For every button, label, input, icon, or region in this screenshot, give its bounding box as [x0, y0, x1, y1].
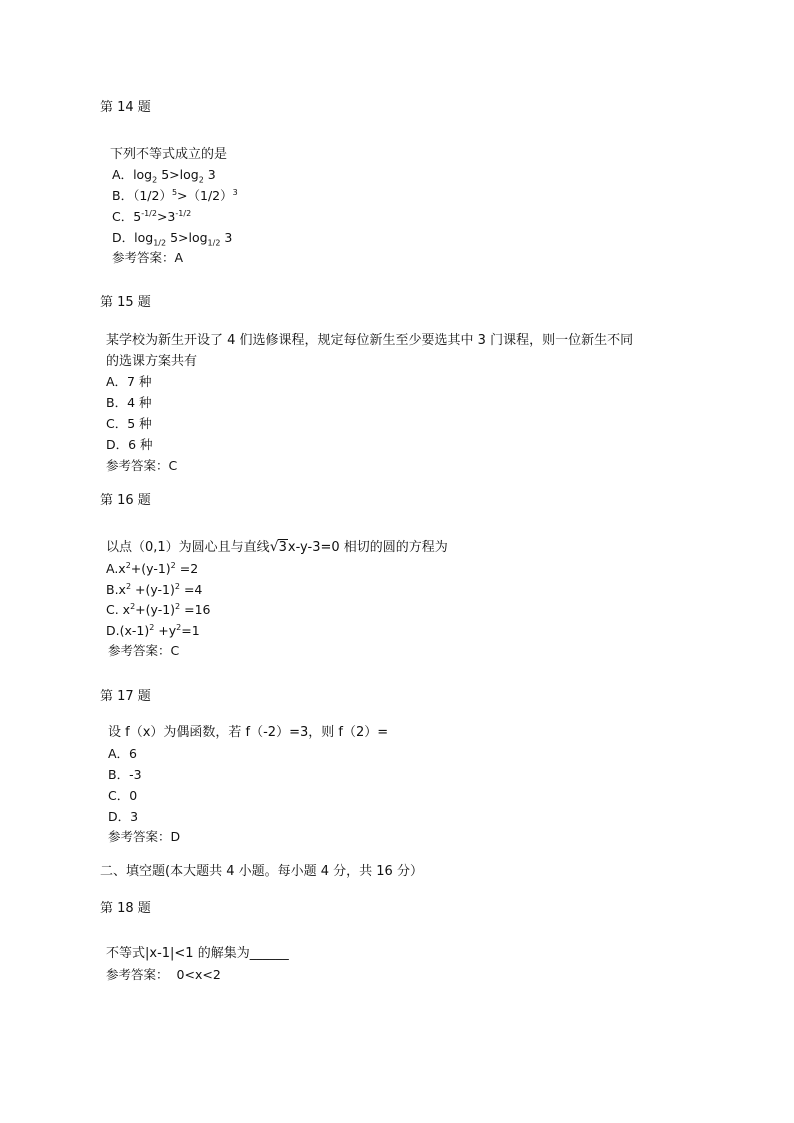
exponent: 2: [149, 622, 155, 632]
question-stem-line-1: 某学校为新生开设了 4 们选修课程，规定每位新生至少要选其中 3 门课程，则一位新生不同: [106, 333, 634, 348]
option-text: （1/2）: [133, 188, 172, 203]
sqrt-icon: √: [269, 539, 279, 555]
option-prefix: D．: [112, 230, 135, 245]
answer: 参考答案：C: [106, 458, 178, 473]
option-d: [106, 622, 200, 640]
exponent: 2: [175, 601, 181, 611]
option-c: [112, 208, 191, 226]
option-prefix: C．: [112, 209, 134, 224]
option-text: 5>log: [161, 167, 199, 182]
log-text: log: [133, 167, 153, 182]
question-title: 第 15 题: [100, 295, 151, 310]
option-text: A.x: [106, 561, 126, 576]
option-text: +(y-1): [130, 561, 171, 576]
log-base: 2: [198, 175, 204, 185]
option-a: [112, 166, 216, 184]
question-title: 第 17 题: [100, 689, 151, 704]
option-text: >（1/2）: [177, 188, 233, 203]
option-text: 3: [207, 167, 216, 182]
option-text: 5>log: [170, 230, 208, 245]
log-base: 1/2: [153, 238, 167, 248]
option-d: D．6 种: [106, 437, 153, 452]
option-text: D.(x-1): [106, 623, 150, 638]
log-base: 1/2: [207, 238, 221, 248]
option-text: B.x: [106, 582, 126, 597]
option-text: >3: [156, 209, 176, 224]
option-text: C. x: [106, 602, 131, 617]
log-base: 2: [152, 175, 158, 185]
option-d: [112, 229, 232, 247]
log-text: log: [134, 230, 154, 245]
exponent: 2: [176, 622, 182, 632]
option-d: D．3: [108, 809, 139, 824]
option-text: =16: [180, 602, 211, 617]
option-a: A．7 种: [106, 374, 152, 389]
option-b: [112, 187, 238, 205]
option-b: [106, 581, 202, 599]
option-a: [106, 560, 198, 578]
answer: 参考答案：D: [108, 829, 181, 844]
question-title: 第 16 题: [100, 493, 151, 508]
stem-text: 以点（0,1）为圆心且与直线: [106, 540, 270, 555]
option-a: A．6: [108, 746, 138, 761]
answer: 参考答案：C: [108, 643, 180, 658]
option-text: +y: [154, 623, 177, 638]
exponent: 2: [125, 581, 132, 591]
question-stem: 不等式|x-1|<1 的解集为______: [106, 946, 289, 961]
answer-label: 参考答案：: [106, 967, 169, 982]
question-stem: 设 f（x）为偶函数，若 f（-2）=3，则 f（2）=: [108, 725, 389, 740]
answer: 参考答案：A: [112, 250, 184, 265]
question-stem: [106, 538, 448, 557]
section-heading: 二、填空题(本大题共 4 小题。每小题 4 分，共 16 分）: [100, 864, 423, 879]
question-title: 第 14 题: [100, 100, 151, 115]
option-c: C．0: [108, 788, 138, 803]
option-b: B．-3: [108, 767, 142, 782]
option-text: +(y-1): [131, 582, 175, 597]
exponent: 2: [125, 560, 131, 570]
option-prefix: B．: [112, 188, 134, 203]
option-b: B．4 种: [106, 395, 152, 410]
answer: [106, 966, 221, 984]
question-title: 第 18 题: [100, 901, 151, 916]
exponent: 2: [174, 581, 180, 591]
sqrt-argument: 3: [278, 540, 287, 555]
sqrt-expression: [270, 538, 288, 557]
exponent: 3: [232, 187, 238, 197]
option-text: =2: [175, 561, 199, 576]
option-c: [106, 601, 211, 619]
question-stem-line-2: 的选课方案共有: [106, 354, 198, 369]
answer-value: 0<x<2: [176, 967, 221, 982]
exponent: 5: [171, 187, 178, 197]
exponent: 2: [130, 601, 136, 611]
option-text: =4: [179, 582, 203, 597]
option-text: +(y-1): [135, 602, 176, 617]
exponent: -1/2: [175, 208, 192, 218]
exponent: 2: [170, 560, 176, 570]
option-text: =1: [181, 623, 200, 638]
question-stem: 下列不等式成立的是: [110, 147, 228, 162]
option-text: 5: [133, 209, 142, 224]
option-prefix: A．: [112, 167, 134, 182]
stem-text: x-y-3=0 相切的圆的方程为: [287, 540, 448, 555]
option-text: 3: [224, 230, 233, 245]
exponent: -1/2: [141, 208, 157, 218]
option-c: C．5 种: [106, 416, 152, 431]
